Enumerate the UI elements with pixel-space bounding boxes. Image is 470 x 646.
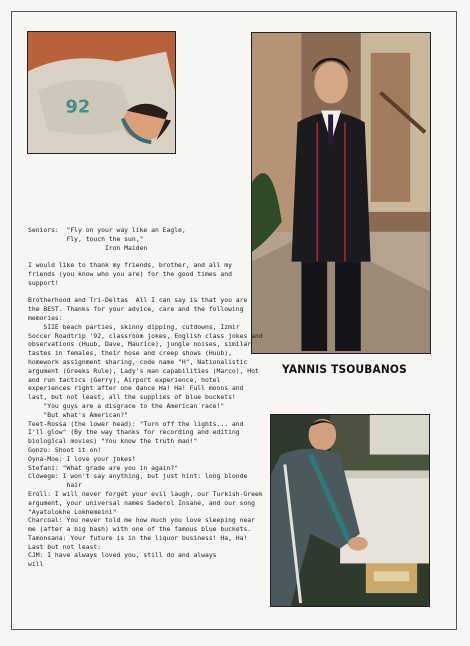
text-line: Clowege: I won't say anything, but just hint: long blonde	[28, 472, 248, 481]
text-line: Gonzo: Shoot it on!	[28, 445, 102, 454]
text-line: experiences right after one dance Ha! Ha! Full moons and	[28, 384, 244, 393]
text-line: the BEST. Thanks for your advice, care and the following	[28, 305, 244, 314]
text-line: "But what's American?"	[28, 410, 129, 419]
text-line: argument, your universal names Saderol Insane, and our song	[28, 498, 256, 507]
text-line: Brotherhood and Tri-Deltas All I can say is that you are	[28, 296, 248, 305]
standing-portrait-photo	[251, 32, 431, 354]
text-line: biological movies) "You know the truth man!"	[28, 437, 198, 446]
text-line: argument (Greeks Rule), Lady's man capabilities (Marco), Hot	[28, 366, 259, 375]
text-line: Iron Maiden	[28, 243, 148, 252]
text-line: "Ayatolokhe Lokhemeini"	[28, 507, 117, 516]
text-line: I would like to thank my friends, brother, and all my	[28, 261, 232, 270]
text-line: Soccer Roadtrip '92, classroom jokes, English class jokes and	[28, 331, 263, 340]
text-line: me (after a big bash) with one of the famous blue buckets.	[28, 525, 252, 534]
text-line: Fly, touch the sun,"	[28, 234, 144, 243]
text-line: will	[28, 560, 44, 569]
memories-paragraph	[28, 296, 263, 569]
thanks-paragraph	[28, 261, 263, 287]
text-line: Charcoal: You never told me how much you love sleeping near	[28, 516, 256, 525]
text-line: Last but not least:	[28, 542, 102, 551]
text-line: Teet-Rossa (the lower head): "Turn off the lights... and	[28, 419, 244, 428]
text-line: and run tactics (Gerry), Airport experience, hotel	[28, 375, 221, 384]
text-line: I'll glow" (By the way thanks for recording and editing	[28, 428, 240, 437]
text-line: CJM: I have always loved you, still do and always	[28, 551, 217, 560]
lying-person-photo	[27, 31, 176, 154]
text-line: hair	[28, 481, 82, 490]
text-line: memories:	[28, 313, 63, 322]
text-line: SIIE beach parties, skinny dipping, cutdowns, Izmir	[28, 322, 240, 331]
text-line: Tamonsana: Your future is in the liquor business! Ha, Ha!	[28, 533, 248, 542]
text-line: last, but not least, all the supplies of blue buckets!	[28, 393, 236, 402]
senior-message	[28, 226, 263, 569]
text-line: Oyna-Moe: I love your jokes!	[28, 454, 136, 463]
text-line: tastes in females, their hose and creep shows (Huub),	[28, 349, 232, 358]
text-line: support!	[28, 278, 59, 287]
text-line: homework assignment sharing, code name "H", Nationalistic	[28, 357, 248, 366]
text-line: "You guys are a disgrace to the American race!"	[28, 401, 225, 410]
svg-text:92: 92	[65, 97, 91, 118]
student-name: YANNIS TSOUBANOS	[282, 362, 407, 376]
text-line: Stefani: "What grade are you in again?"	[28, 463, 179, 472]
text-line: Eroll: I will never forget your evil laugh, our Turkish-Greek	[28, 489, 263, 498]
text-line: Seniors: "Fly on your way like an Eagle,	[28, 226, 186, 234]
senior-quote	[28, 226, 263, 252]
text-line: observations (Huub, Dave, Maurice), jungle noises, similar	[28, 340, 252, 349]
person-with-box-photo	[270, 414, 430, 607]
text-line: friends (you know who you are) for the good times and	[28, 269, 232, 278]
